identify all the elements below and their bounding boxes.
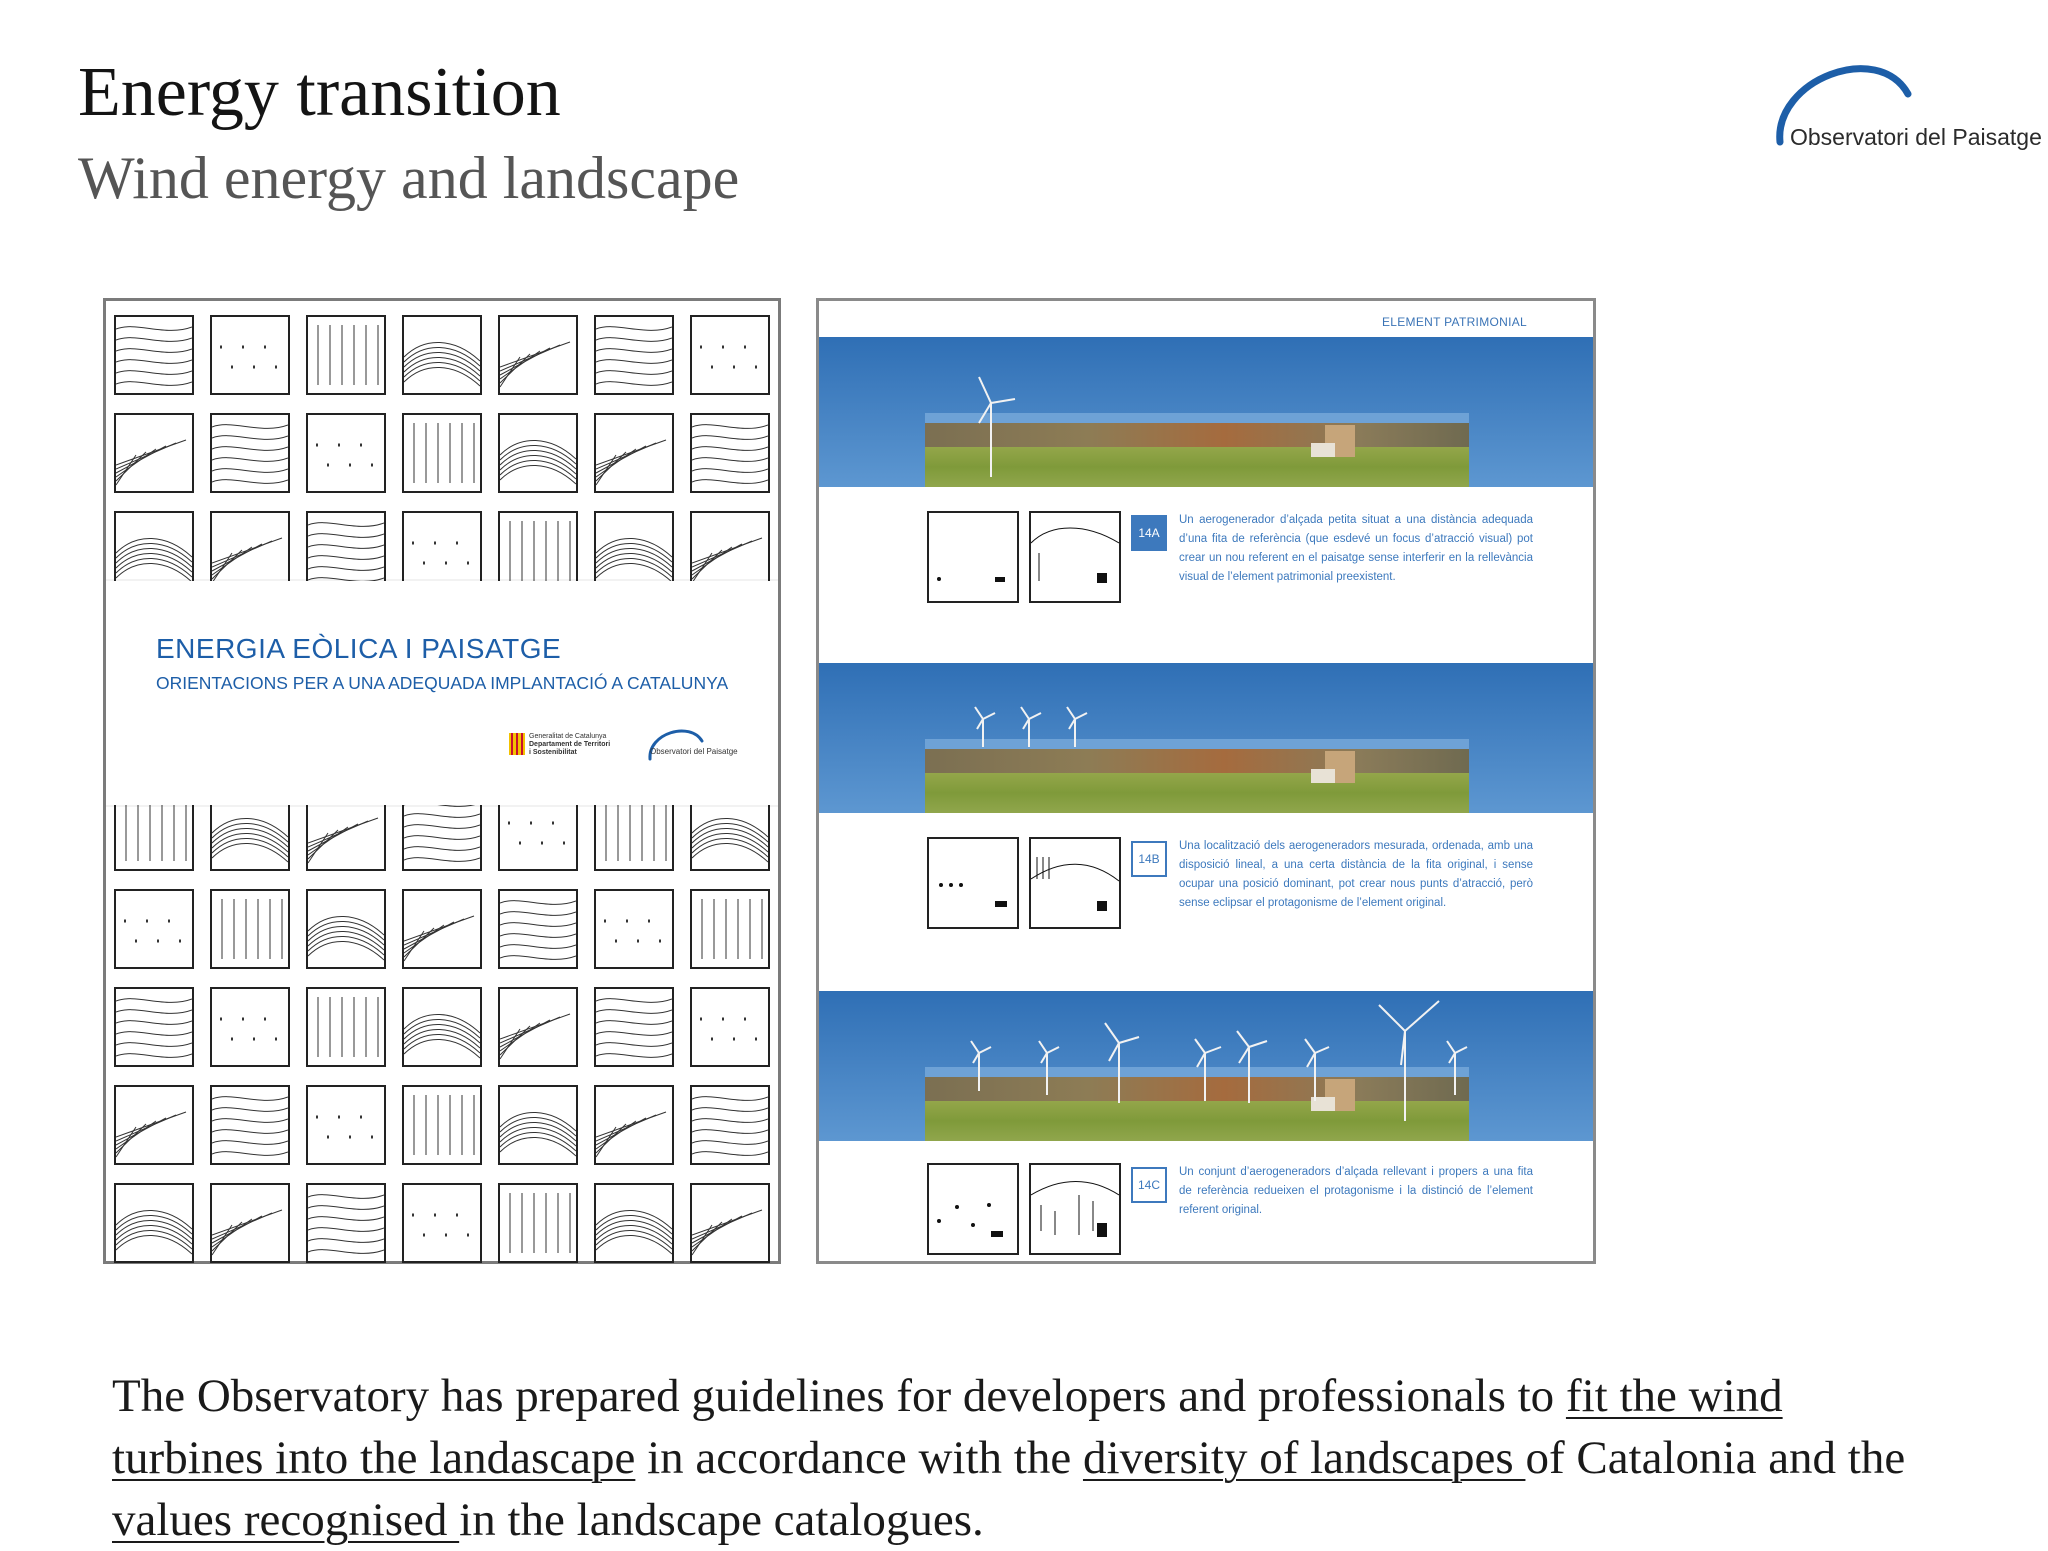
cover-title: ENERGIA EÒLICA I PAISATGE: [156, 633, 562, 664]
sketch-thumbnail: [402, 511, 482, 591]
sketch-thumbnail: [306, 889, 386, 969]
sketch-thumbnail: [114, 889, 194, 969]
sketch-thumbnail: [594, 315, 674, 395]
sketch-thumbnail: [594, 1085, 674, 1165]
guidelines-cover: [103, 298, 781, 1264]
sketch-plan-14b: [927, 837, 1019, 929]
sketch-thumbnail: [498, 315, 578, 395]
sketch-thumbnail: [594, 987, 674, 1067]
photo-panel-14c: [819, 991, 1593, 1141]
sketch-thumbnail: [210, 511, 290, 591]
sketch-plan-14a: [927, 511, 1019, 603]
photo-panel-14b: [819, 663, 1593, 813]
caption-14c: Un conjunt d’aerogeneradors d’alçada rellevant i propers a una fita de referència redueixen el protagonisme i la distinció de l’element referent original.: [1179, 1166, 1533, 1216]
sketch-thumbnail: [690, 511, 770, 591]
sketch-thumbnail: [210, 315, 290, 395]
generalitat-line-2: Departament de Territori: [529, 741, 611, 748]
sketch-thumbnail: [114, 1183, 194, 1263]
sketch-thumbnail: [594, 889, 674, 969]
link-fit-turbines[interactable]: fit the wind turbines into the landascape: [112, 1370, 1783, 1484]
sketch-thumbnail: [498, 1183, 578, 1263]
link-diversity-landscapes[interactable]: diversity of landscapes: [1082, 1432, 1526, 1484]
sketch-thumbnail: [498, 889, 578, 969]
page-subtitle: Wind energy and landscape: [78, 145, 740, 211]
sketch-thumbnail: [690, 889, 770, 969]
body-text-part-3: of Catalonia and the: [1525, 1432, 1906, 1484]
sketch-thumbnail: [114, 413, 194, 493]
body-text-part-2: in accordance with the: [635, 1432, 1083, 1484]
page-section-header: ELEMENT PATRIMONIAL: [1381, 315, 1527, 329]
sketch-thumbnail: [690, 987, 770, 1067]
sketch-thumbnail: [402, 315, 482, 395]
sketch-elevation-14c: [1029, 1163, 1121, 1255]
sketch-thumbnail: [498, 511, 578, 591]
sketch-thumbnail: [306, 315, 386, 395]
sketch-plan-14c: [927, 1163, 1019, 1255]
cover-observatori-logo: [644, 723, 754, 763]
body-text-part-1: The Observatory has prepared guidelines for developers and professionals to: [112, 1370, 1566, 1422]
sketch-thumbnail: [306, 413, 386, 493]
sketch-thumbnail: [402, 1085, 482, 1165]
logo-text: Observatori del Paisatge: [1790, 124, 2042, 150]
sketch-thumbnail: [498, 1085, 578, 1165]
guideline-page: [816, 298, 1596, 1264]
sketch-thumbnail: [114, 1085, 194, 1165]
sketch-thumbnail: [306, 1183, 386, 1263]
page-title: Energy transition: [78, 54, 561, 131]
sketch-thumbnail: [402, 1183, 482, 1263]
caption-14a: Un aerogenerador d’alçada petita situat a una distància adequada d’una fita de referència (que esdevé un focus d’atracció visual) pot crear un nou referent en el paisatge sense interferir en la rellevància visual de l’element patrimonial preexistent.: [1179, 514, 1533, 583]
sketch-thumbnail: [498, 413, 578, 493]
observatori-logo: [1768, 50, 2040, 160]
cover-observatori-text: Observatori del Paisatge: [650, 747, 738, 756]
generalitat-line-3: i Sostenibilitat: [529, 749, 577, 756]
sketch-thumbnail: [306, 987, 386, 1067]
sketch-thumbnail: [402, 889, 482, 969]
body-text-part-4: in the landscape catalogues.: [459, 1494, 984, 1546]
label-14c: 14C: [1131, 1167, 1167, 1203]
cover-title-band: [106, 581, 778, 805]
sketch-thumbnail: [210, 987, 290, 1067]
link-values-recognised[interactable]: values recognised: [112, 1494, 460, 1546]
sketch-thumbnail: [114, 987, 194, 1067]
sketch-thumbnail: [594, 1183, 674, 1263]
cover-subtitle: ORIENTACIONS PER A UNA ADEQUADA IMPLANTACIÓ A CATALUNYA: [156, 673, 729, 693]
turbines: [819, 337, 1593, 487]
sketch-thumbnail: [210, 413, 290, 493]
sketch-thumbnail: [210, 1085, 290, 1165]
sketch-thumbnail: [306, 1085, 386, 1165]
sketch-thumbnail: [402, 413, 482, 493]
sketch-thumbnail: [402, 987, 482, 1067]
sketch-thumbnail: [690, 413, 770, 493]
generalitat-line-1: Generalitat de Catalunya: [529, 733, 607, 740]
label-14a: 14A: [1131, 515, 1167, 551]
body-paragraph: [112, 1365, 1942, 1551]
caption-14b: Una localització dels aerogeneradors mesurada, ordenada, amb una disposició lineal, a una certa distància de la fita original, i sense ocupar una posició dominant, pot crear nous punts d’atracció, però sense eclipsar el protagonisme de l’element original.: [1179, 840, 1533, 909]
turbines: [819, 663, 1593, 813]
sketch-thumbnail: [690, 1085, 770, 1165]
sketch-thumbnail: [498, 987, 578, 1067]
sketch-thumbnail: [306, 511, 386, 591]
generalitat-logo: [509, 731, 629, 761]
sketch-thumbnail: [114, 315, 194, 395]
mini-logo-arc-icon: [644, 723, 754, 763]
photo-panel-14a: [819, 337, 1593, 487]
sketch-thumbnail: [114, 511, 194, 591]
turbines: [819, 991, 1593, 1141]
sketch-thumbnail: [690, 1183, 770, 1263]
sketch-thumbnail: [210, 889, 290, 969]
sketch-thumbnail: [594, 511, 674, 591]
sketch-thumbnail: [210, 1183, 290, 1263]
sketch-elevation-14b: [1029, 837, 1121, 929]
sketch-thumbnail: [594, 413, 674, 493]
label-14b: 14B: [1131, 841, 1167, 877]
sketch-elevation-14a: [1029, 511, 1121, 603]
sketch-thumbnail: [690, 315, 770, 395]
generalitat-flag-icon: [509, 733, 525, 755]
